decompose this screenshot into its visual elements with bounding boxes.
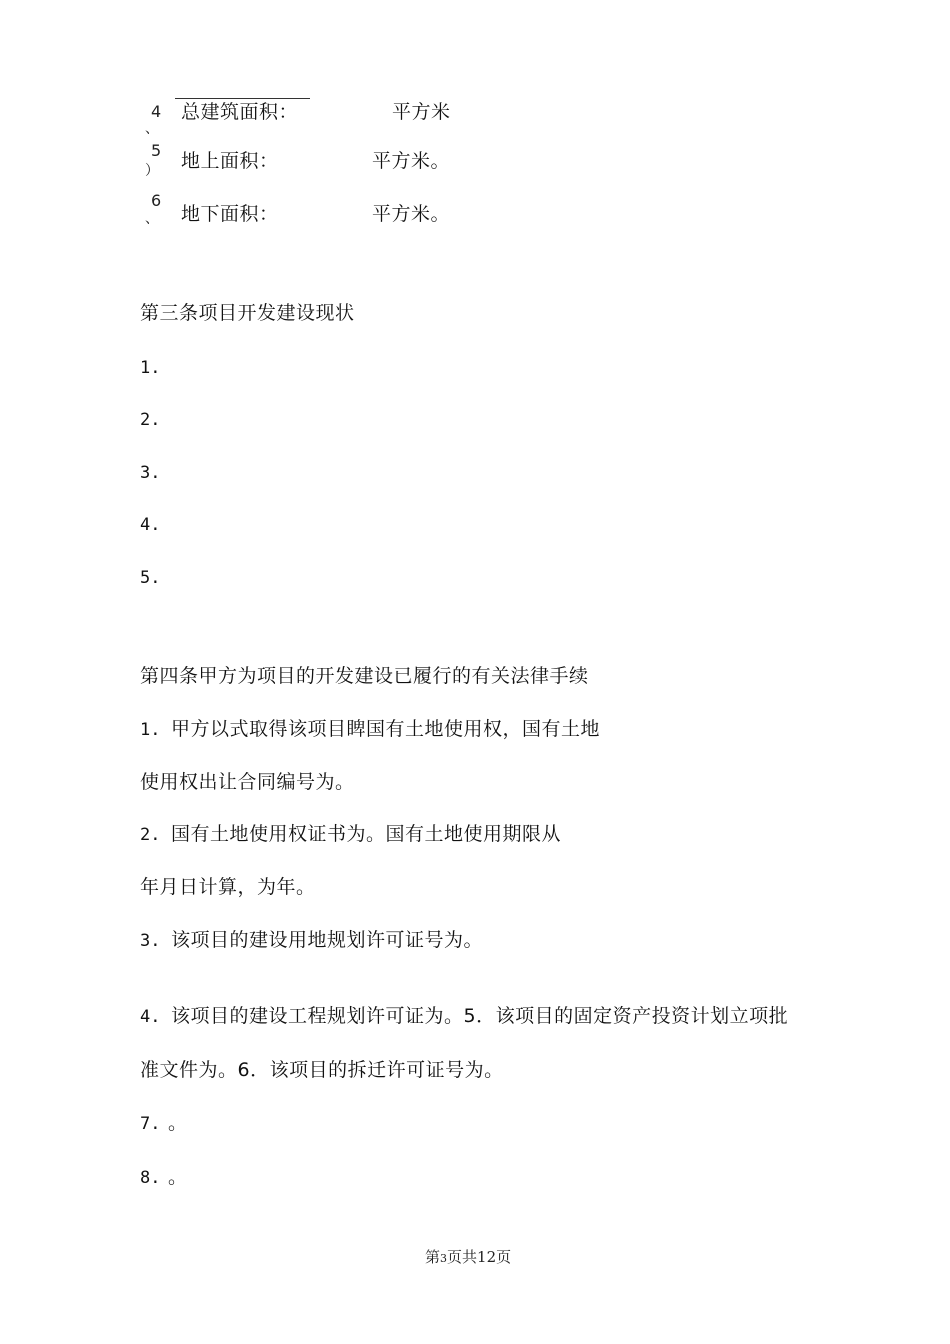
- item-marker-tick: ）: [145, 163, 159, 179]
- item-marker: 4: [151, 102, 162, 121]
- item-label: 地上面积：: [181, 150, 279, 172]
- line-number: 3.: [140, 931, 161, 951]
- item-unit: 平方米。: [372, 203, 451, 225]
- line-number: 8.: [140, 1168, 161, 1188]
- footer-prefix: 第: [425, 1248, 441, 1266]
- footer-middle: 页共: [447, 1248, 478, 1266]
- item-label: 地下面积：: [181, 203, 279, 225]
- line-number: 4.: [140, 1007, 161, 1027]
- blank-underline: [175, 98, 310, 99]
- line-text: 年月日计算，为年。: [140, 876, 316, 898]
- article-3-heading: 第三条项目开发建设现状: [140, 302, 355, 324]
- line-text: 使用权出让合同编号为。: [140, 771, 355, 793]
- list-item: 3.: [140, 463, 161, 483]
- list-item: 2.: [140, 410, 161, 430]
- line-text: 准文件为。6．该项目的拆迁许可证号为。: [140, 1059, 504, 1081]
- line-text: 该项目的建设工程规划许可证为。5．该项目的固定资产投资计划立项批: [171, 1005, 789, 1027]
- list-item: 5.: [140, 568, 161, 588]
- footer-suffix: 页: [496, 1248, 512, 1266]
- item-marker-tick: 、: [145, 211, 159, 227]
- line-number: 1.: [140, 720, 161, 740]
- line-number: 7.: [140, 1114, 161, 1134]
- item-unit: 平方米: [392, 101, 451, 123]
- line-number: 2.: [140, 825, 161, 845]
- total-page-number: 12: [477, 1248, 497, 1266]
- line-text: 。: [168, 1166, 188, 1188]
- line-text: 该项目的建设用地规划许可证号为。: [171, 929, 484, 951]
- page-footer: [425, 1248, 511, 1268]
- item-marker: 6: [151, 191, 162, 210]
- current-page-number: 3: [440, 1252, 448, 1265]
- line-text: 。: [168, 1112, 188, 1134]
- item-marker: 5: [151, 141, 162, 160]
- article-4-heading: 第四条甲方为项目的开发建设已履行的有关法律手续: [140, 665, 589, 687]
- list-item: 1.: [140, 358, 161, 378]
- line-text: 甲方以式取得该项目睥国有土地使用权，国有土地: [171, 718, 601, 740]
- item-marker-tick: 、: [145, 121, 159, 137]
- line-text: 国有土地使用权证书为。国有土地使用期限从: [171, 823, 562, 845]
- list-item: 4.: [140, 515, 161, 535]
- item-label: 总建筑面积：: [181, 101, 299, 123]
- item-unit: 平方米。: [372, 150, 451, 172]
